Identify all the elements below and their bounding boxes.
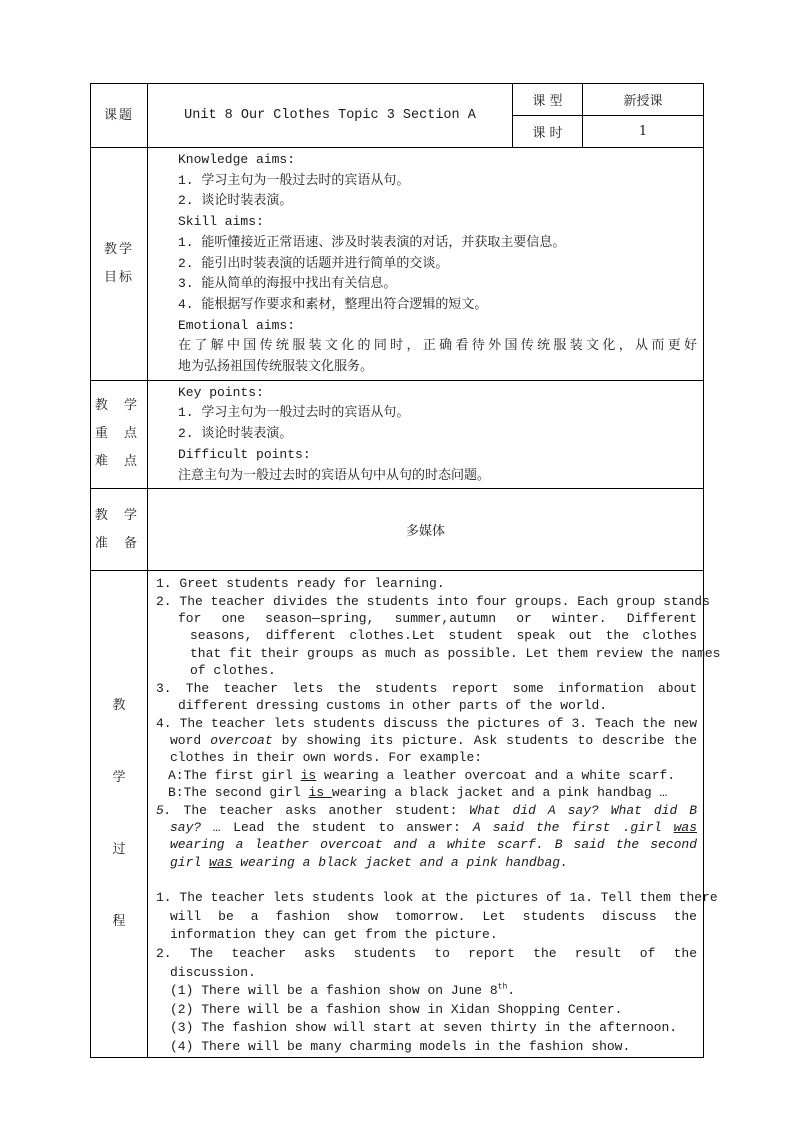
process-line: wearing a leather overcoat and a white scarf. B said the second bbox=[170, 837, 697, 853]
keypoints-line: 2. 谈论时装表演。 bbox=[178, 426, 293, 442]
process-item: (1) There will be a fashion show on June 8th. bbox=[170, 982, 516, 999]
hours-value: 1 bbox=[583, 116, 704, 148]
objectives-line: Skill aims: bbox=[178, 214, 264, 230]
keypoints-label: 教 学 重 点 难 点 bbox=[91, 380, 148, 489]
objectives-line: 2. 谈论时装表演。 bbox=[178, 193, 293, 209]
hours-label: 课 时 bbox=[513, 116, 583, 148]
objectives-line: Knowledge aims: bbox=[178, 152, 296, 167]
process-line: 2. The teacher asks students to report the result of the bbox=[156, 945, 697, 961]
title-value: Unit 8 Our Clothes Topic 3 Section A bbox=[148, 84, 513, 148]
process-example-a: A:The first girl is wearing a leather overcoat and a white scarf. bbox=[168, 767, 676, 783]
process-line: discussion. bbox=[170, 964, 256, 980]
type-label: 课 型 bbox=[513, 84, 583, 116]
keypoints-content bbox=[148, 380, 704, 489]
process-line: different dressing customs in other parts of the world. bbox=[178, 698, 608, 714]
process-line: 3. The teacher lets the students report some information about bbox=[156, 680, 697, 696]
process-item: (3) The fashion show will start at seven thirty in the afternoon. bbox=[170, 1020, 678, 1036]
process-line: 5. The teacher asks another student: What did A say? What did B bbox=[156, 802, 697, 818]
objectives-line: 在了解中国传统服装文化的同时，正确看待外国传统服装文化，从而更好 bbox=[178, 338, 697, 354]
objectives-line: 4. 能根据写作要求和素材，整理出符合逻辑的短文。 bbox=[178, 296, 488, 312]
process-line: 2. The teacher divides the students into four groups. Each group stands bbox=[156, 593, 710, 609]
lesson-plan-table bbox=[90, 83, 721, 1058]
keypoints-line: Difficult points: bbox=[178, 446, 311, 462]
process-item: (2) There will be a fashion show in Xidan Shopping Center. bbox=[170, 1001, 623, 1017]
preparation-label: 教 学 准 备 bbox=[91, 489, 148, 571]
type-value: 新授课 bbox=[583, 84, 704, 116]
objectives-content bbox=[148, 148, 704, 381]
process-line: seasons, different clothes.Let student speak out the clothes bbox=[190, 628, 697, 644]
process-line: of clothes. bbox=[190, 663, 276, 679]
process-label: 教 学 过 程 bbox=[91, 571, 148, 1057]
process-line: will be a fashion show tomorrow. Let students discuss the bbox=[170, 908, 697, 924]
objectives-line: 1. 学习主句为一般过去时的宾语从句。 bbox=[178, 172, 410, 188]
process-line: clothes in their own words. For example: bbox=[170, 750, 483, 766]
preparation-value: 多媒体 bbox=[148, 489, 704, 571]
objectives-line: 2. 能引出时装表演的话题并进行简单的交谈。 bbox=[178, 255, 449, 271]
process-line: that fit their groups as much as possible. Let them review the names bbox=[190, 645, 721, 661]
title-label: 课题 bbox=[91, 84, 148, 148]
process-line: word overcoat by showing its picture. Ask students to describe the bbox=[170, 732, 697, 748]
process-content bbox=[148, 571, 721, 1057]
keypoints-line: 注意主句为一般过去时的宾语从句中从句的时态问题。 bbox=[178, 467, 491, 483]
process-line: for one season—spring, summer,autumn or winter. Different bbox=[178, 611, 697, 627]
objectives-line: 1. 能听懂接近正常语速、涉及时装表演的对话，并获取主要信息。 bbox=[178, 234, 566, 250]
objectives-line: 3. 能从简单的海报中找出有关信息。 bbox=[178, 276, 397, 292]
process-example-b: B:The second girl is wearing a black jacket and a pink handbag … bbox=[168, 785, 668, 801]
process-line: 1. Greet students ready for learning. bbox=[156, 576, 445, 592]
process-item: (4) There will be many charming models in the fashion show. bbox=[170, 1038, 631, 1054]
process-line: say? … Lead the student to answer: A said the first .girl was bbox=[170, 819, 697, 835]
process-line: girl was wearing a black jacket and a pink handbag. bbox=[170, 854, 568, 870]
objectives-line: 地为弘扬祖国传统服装文化服务。 bbox=[178, 359, 374, 375]
process-line: 4. The teacher lets students discuss the pictures of 3. Teach the new bbox=[156, 715, 697, 731]
process-line: 1. The teacher lets students look at the pictures of 1a. Tell them there bbox=[156, 890, 718, 906]
objectives-label: 教学 目标 bbox=[91, 148, 148, 381]
process-line: information they can get from the picture. bbox=[170, 927, 498, 943]
keypoints-line: 1. 学习主句为一般过去时的宾语从句。 bbox=[178, 405, 410, 421]
objectives-line: Emotional aims: bbox=[178, 317, 296, 333]
keypoints-line: Key points: bbox=[178, 384, 264, 400]
